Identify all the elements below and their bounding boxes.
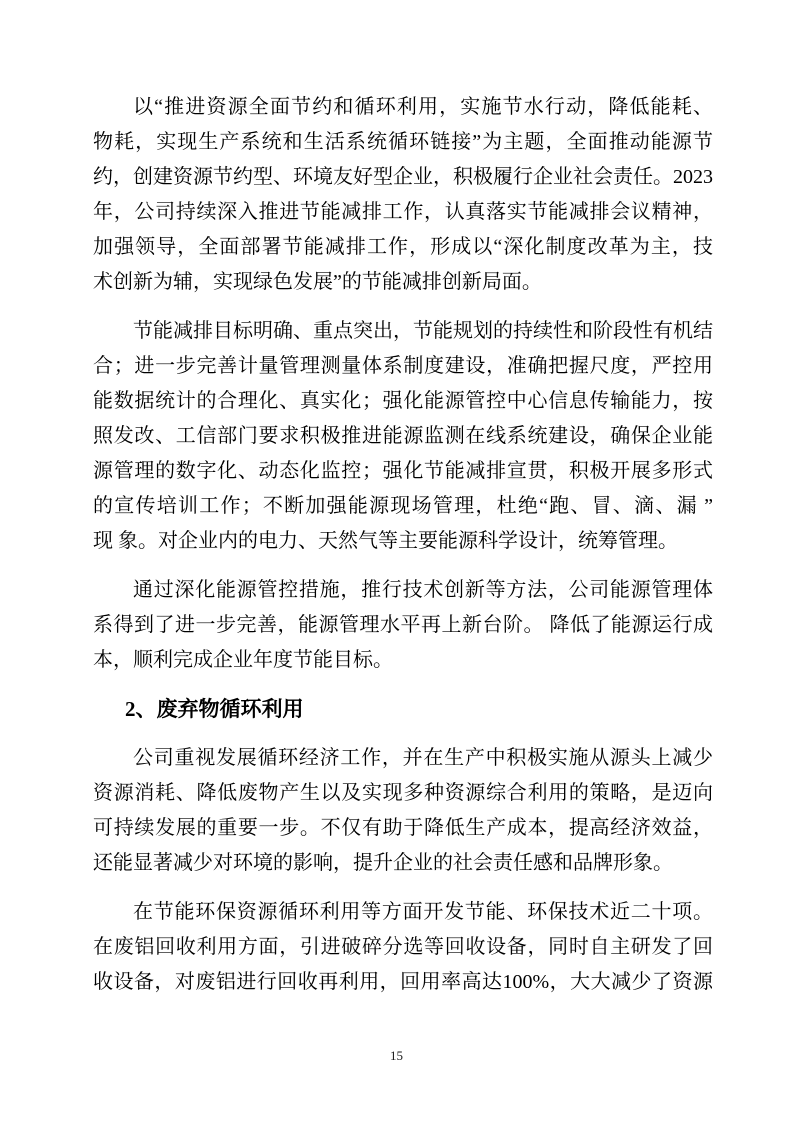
text-line: 能数据统计的合理化、真实化；强化能源管控中心信息传输能力，按	[93, 390, 713, 412]
text-line: 系得到了进一步完善，能源管理水平再上新台阶。 降低了能源运行成	[93, 614, 713, 636]
text-line: 公司重视发展循环经济工作，并在生产中积极实施从源头上减少	[133, 747, 713, 769]
text-line: 本，顺利完成企业年度节能目标。	[93, 649, 393, 671]
text-line: 收设备，对废铝进行回收再利用，回用率高达100%，大大减少了资源	[93, 971, 713, 993]
text-line: 在废铝回收利用方面，引进破碎分选等回收设备，同时自主研发了回	[93, 936, 713, 958]
page-footer	[0, 1048, 793, 1064]
text-line: 可持续发展的重要一步。不仅有助于降低生产成本，提高经济效益，	[93, 817, 713, 839]
text-line: 现 象。对企业内的电力、天然气等主要能源科学设计，统筹管理。	[93, 530, 678, 552]
text-line: 以“推进资源全面节约和循环利用，实施节水行动，降低能耗、	[133, 96, 713, 118]
text-line: 还能显著减少对环境的影响，提升企业的社会责任感和品牌形象。	[93, 852, 673, 874]
paragraph	[93, 741, 713, 881]
text-line: 物耗，实现生产系统和生活系统循环链接”为主题，全面推动能源节	[93, 131, 713, 153]
text-line: 的宣传培训工作；不断加强能源现场管理，杜绝“跑、冒、滴、漏 ”	[93, 495, 713, 517]
text-line: 通过深化能源管控措施，推行技术创新等方法，公司能源管理体	[133, 579, 713, 601]
text-line: 源管理的数字化、动态化监控；强化节能减排宣贯，积极开展多形式	[93, 460, 713, 482]
section-heading: 2、废弃物循环利用	[125, 697, 304, 721]
text-line: 约，创建资源节约型、环境友好型企业，积极履行企业社会责任。2023	[93, 166, 713, 188]
text-line: 节能减排目标明确、重点突出，节能规划的持续性和阶段性有机结	[133, 320, 713, 342]
paragraph	[93, 895, 713, 1000]
paragraph	[93, 573, 713, 678]
text-line: 照发改、工信部门要求积极推进能源监测在线系统建设，确保企业能	[93, 425, 713, 447]
paragraph	[93, 90, 713, 300]
text-line: 合；进一步完善计量管理测量体系制度建设，准确把握尺度，严控用	[93, 355, 713, 377]
text-line: 加强领导，全面部署节能减排工作，形成以“深化制度改革为主，技	[93, 236, 713, 258]
page-body-text	[93, 90, 713, 1014]
text-line: 在节能环保资源循环利用等方面开发节能、环保技术近二十项。	[133, 901, 713, 923]
text-line: 术创新为辅，实现绿色发展”的节能减排创新局面。	[93, 271, 542, 293]
page-number: 15	[390, 1048, 403, 1063]
paragraph	[93, 314, 713, 559]
text-line: 年，公司持续深入推进节能减排工作，认真落实节能减排会议精神，	[93, 201, 713, 223]
text-line: 资源消耗、降低废物产生以及实现多种资源综合利用的策略，是迈向	[93, 782, 713, 804]
